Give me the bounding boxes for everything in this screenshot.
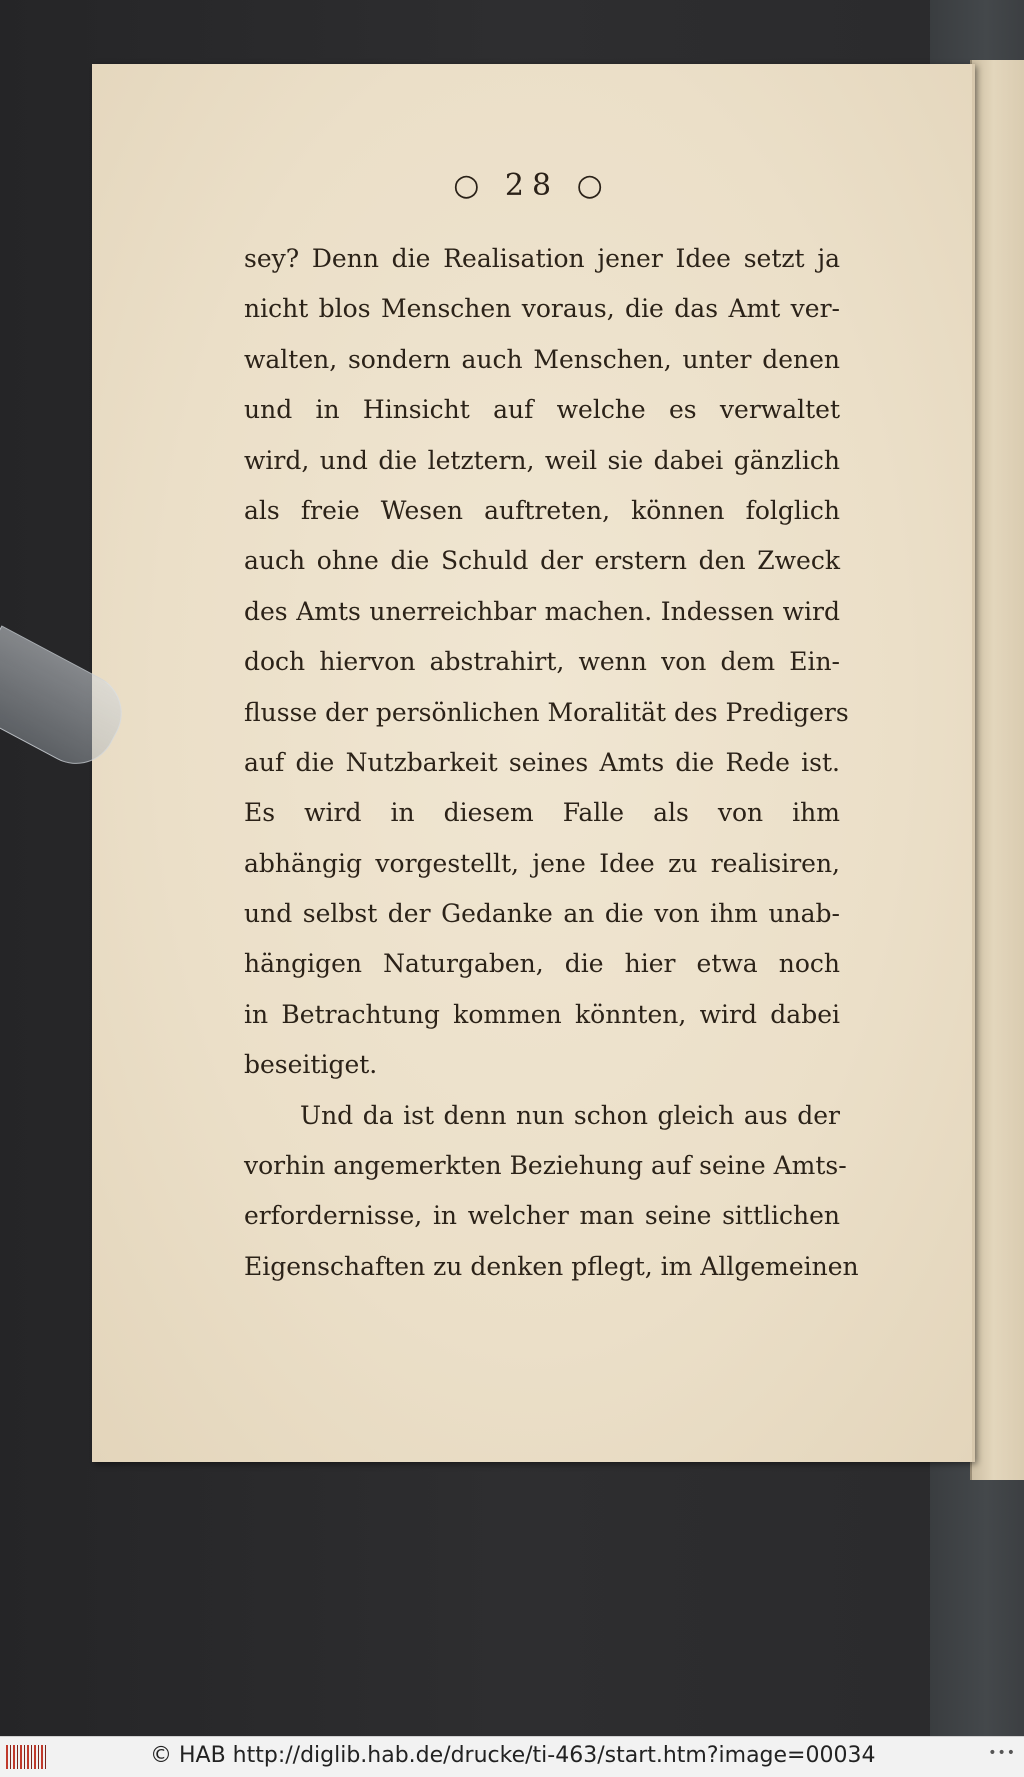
text-line: walten, sondern auch Menschen, unter denen xyxy=(244,344,840,374)
text-line: doch hiervon abstrahirt, wenn von dem Ein- xyxy=(244,647,840,677)
book-page xyxy=(92,64,975,1462)
text-line: Es wird in diesem Falle als von ihm xyxy=(244,798,840,828)
text-line: hängigen Naturgaben, die hier etwa noch xyxy=(244,949,840,979)
text-line: nicht blos Menschen voraus, die das Amt ver- xyxy=(244,294,840,324)
text-line: als freie Wesen auftreten, können folglich xyxy=(244,495,840,525)
more-dots-icon[interactable]: ••• xyxy=(988,1745,1016,1761)
text-line: Und da ist denn nun schon gleich aus der xyxy=(300,1100,840,1130)
page-text xyxy=(244,234,859,1292)
copyright-link[interactable]: © HAB http://diglib.hab.de/drucke/ti-463/start.htm?image=00034 xyxy=(150,1743,876,1768)
text-line: auch ohne die Schuld der erstern den Zweck xyxy=(244,546,840,576)
text-line: abhängig vorgestellt, jene Idee zu realisiren, xyxy=(244,848,840,878)
text-line: und in Hinsicht auf welche es verwaltet xyxy=(244,395,840,425)
text-line: Eigenschaften zu denken pflegt, im Allgemeinen xyxy=(244,1251,859,1281)
text-line: vorhin angemerkten Beziehung auf seine Amts- xyxy=(244,1151,847,1181)
page-number: ○ 28 ○ xyxy=(453,168,611,203)
text-line: auf die Nutzbarkeit seines Amts die Rede ist. xyxy=(244,747,840,777)
barcode-logo-icon xyxy=(6,1745,46,1769)
text-line: wird, und die letztern, weil sie dabei gänzlich xyxy=(244,445,840,475)
text-line: sey? Denn die Realisation jener Idee setzt ja xyxy=(244,244,840,273)
text-line: in Betrachtung kommen könnten, wird dabei xyxy=(244,999,840,1029)
footer-bar xyxy=(0,1736,1024,1777)
text-line: erfordernisse, in welcher man seine sittlichen xyxy=(244,1201,840,1231)
next-page-edge xyxy=(970,60,1024,1480)
text-line: und selbst der Gedanke an die von ihm unab- xyxy=(244,899,840,929)
text-line: des Amts unerreichbar machen. Indessen wird xyxy=(244,596,840,626)
text-line: flusse der persönlichen Moralität des Predigers xyxy=(244,697,849,727)
text-line: beseitiget. xyxy=(244,1050,378,1080)
